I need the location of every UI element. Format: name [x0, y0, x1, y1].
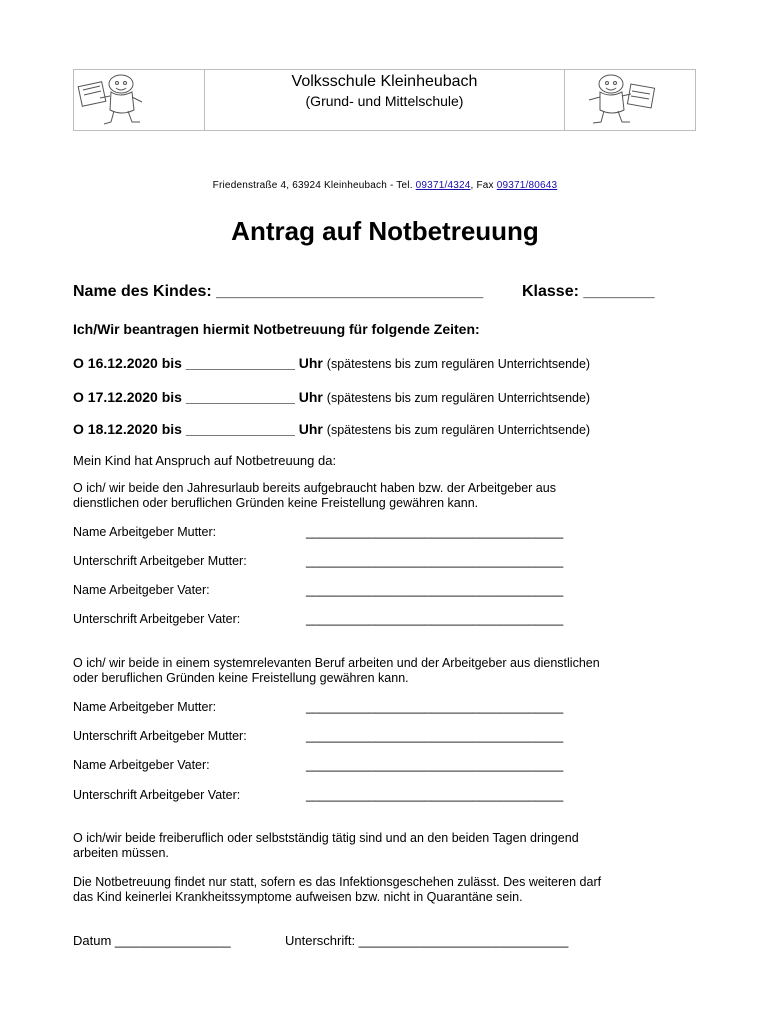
option2-mother-sig-label: Unterschrift Arbeitgeber Mutter: — [73, 729, 247, 743]
option2-father-name-label: Name Arbeitgeber Vater: — [73, 758, 210, 772]
date-line-2 — [73, 389, 590, 405]
option1-mother-name-label: Name Arbeitgeber Mutter: — [73, 525, 217, 539]
date-line-1 — [73, 355, 590, 371]
request-intro: Ich/Wir beantragen hiermit Notbetreuung für folgende Zeiten: — [73, 321, 480, 337]
date-line-2-text: O 17.12.2020 bis ______________ — [73, 389, 295, 405]
date-signature-field: Datum ________________ — [73, 933, 231, 948]
option2-father-sig-blank: _____________________________________ — [306, 788, 564, 802]
option1-line2: dienstlichen oder beruflichen Gründen keine Freistellung gewähren kann. — [73, 496, 479, 510]
child-name-field: Name des Kindes: ______________________________ — [73, 283, 484, 300]
date-line-2-uhr: Uhr — [298, 389, 323, 405]
document-title: Antrag auf Notbetreuung — [231, 216, 539, 246]
school-type: (Grund- und Mittelschule) — [305, 93, 464, 109]
option2-line1: O ich/ wir beide in einem systemrelevanten Beruf arbeiten und der Arbeitgeber aus dienstlichen — [73, 656, 600, 670]
option1-father-sig-label: Unterschrift Arbeitgeber Vater: — [73, 612, 241, 626]
address-text: Friedenstraße 4, 63924 Kleinheubach - Tel. — [212, 180, 416, 191]
option3-line2: arbeiten müssen. — [73, 846, 169, 860]
note-line1: Die Notbetreuung findet nur statt, sofern es das Infektionsgeschehen zulässt. Des weiteren darf — [73, 875, 602, 889]
option2-mother-name-label: Name Arbeitgeber Mutter: — [73, 700, 217, 714]
date-line-3-text: O 18.12.2020 bis ______________ — [73, 421, 295, 437]
option2-father-name-blank: _____________________________________ — [306, 758, 564, 772]
option1-mother-sig-blank: _____________________________________ — [306, 554, 564, 568]
mascot-right-image — [565, 70, 696, 130]
fax-link[interactable]: 09371/80643 — [496, 180, 558, 191]
phone-link[interactable]: 09371/4324 — [415, 180, 471, 191]
date-line-3-uhr: Uhr — [298, 421, 323, 437]
fax-label: , Fax — [470, 180, 497, 191]
signature-field: Unterschrift: _____________________________ — [285, 933, 569, 948]
option2-mother-sig-blank: _____________________________________ — [306, 729, 564, 743]
option1-mother-name-blank: _____________________________________ — [306, 525, 564, 539]
date-line-1-note: (spätestens bis zum regulären Unterrichtsende) — [326, 357, 591, 371]
school-header — [73, 69, 696, 131]
header-left-cell — [74, 70, 205, 130]
date-line-1-text: O 16.12.2020 bis ______________ — [73, 355, 295, 371]
school-name: Volksschule Kleinheubach — [291, 73, 478, 90]
option1-mother-sig-label: Unterschrift Arbeitgeber Mutter: — [73, 554, 247, 568]
date-line-2-note: (spätestens bis zum regulären Unterrichtsende) — [326, 391, 591, 405]
option2-line2: oder beruflichen Gründen keine Freistellung gewähren kann. — [73, 671, 409, 685]
header-title-cell — [205, 70, 564, 130]
claim-intro: Mein Kind hat Anspruch auf Notbetreuung da: — [73, 453, 337, 468]
note-line2: das Kind keinerlei Krankheitssymptome aufweisen bzw. nicht in Quarantäne sein. — [73, 890, 523, 904]
option1-father-sig-blank: _____________________________________ — [306, 612, 564, 626]
header-right-cell — [564, 70, 695, 130]
class-field: Klasse: ________ — [522, 283, 655, 300]
option3-line1: O ich/wir beide freiberuflich oder selbstständig tätig sind und an den beiden Tagen dringend — [73, 831, 579, 845]
date-line-3 — [73, 421, 590, 437]
mascot-left-image — [74, 70, 205, 130]
option1-line1: O ich/ wir beide den Jahresurlaub bereits aufgebraucht haben bzw. der Arbeitgeber aus — [73, 481, 556, 495]
option2-mother-name-blank: _____________________________________ — [306, 700, 564, 714]
date-line-3-note: (spätestens bis zum regulären Unterrichtsende) — [326, 423, 591, 437]
option1-father-name-blank: _____________________________________ — [306, 583, 564, 597]
option2-father-sig-label: Unterschrift Arbeitgeber Vater: — [73, 788, 241, 802]
option1-father-name-label: Name Arbeitgeber Vater: — [73, 583, 210, 597]
date-line-1-uhr: Uhr — [298, 355, 323, 371]
school-address — [0, 180, 770, 191]
